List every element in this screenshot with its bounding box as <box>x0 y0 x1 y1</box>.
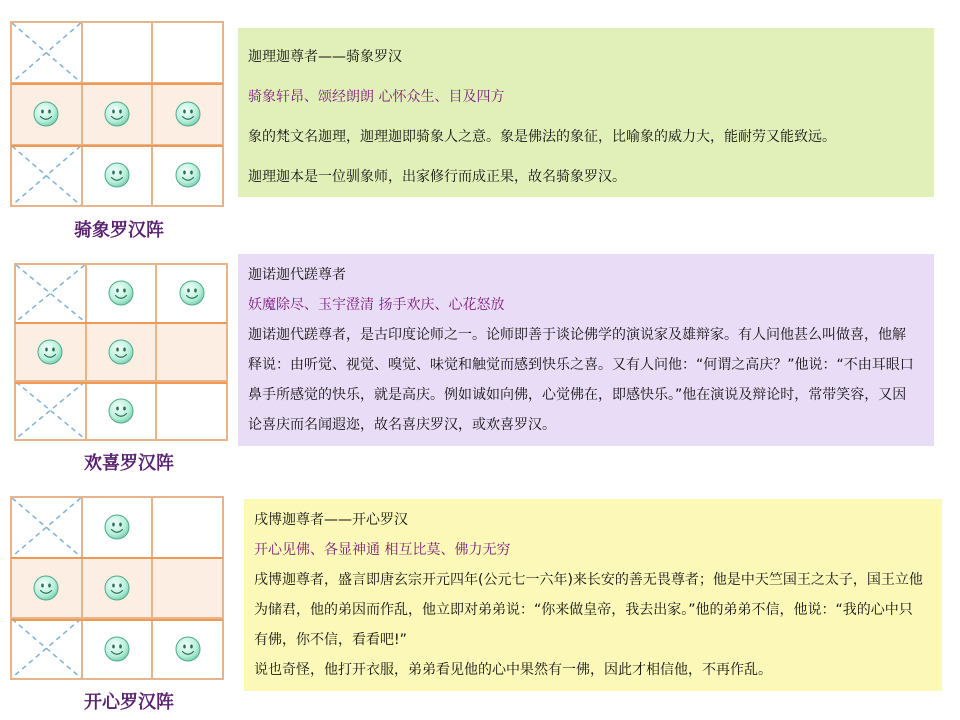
grid-cell <box>11 618 82 679</box>
grid-cell <box>82 145 153 206</box>
formation-caption: 开心罗汉阵 <box>84 692 174 713</box>
grid-cell <box>82 497 153 558</box>
smiley-icon <box>33 101 59 127</box>
grid-cell <box>156 264 227 323</box>
smiley-icon <box>179 280 205 306</box>
grid-cell <box>82 22 153 83</box>
row-divider <box>15 382 227 384</box>
grid-cell <box>86 381 157 440</box>
description-panel <box>238 28 934 197</box>
formation-grid <box>10 496 224 680</box>
smiley-icon <box>175 101 201 127</box>
arhat-title: 迦诺迦代蹉尊者 <box>248 267 346 283</box>
grid-cell <box>11 558 82 619</box>
formation-caption: 骑象罗汉阵 <box>74 220 164 241</box>
arhat-slogan: 骑象轩昂、颂经朗朗 心怀众生、目及四方 <box>248 89 505 105</box>
arhat-slogan: 妖魔除尽、玉宇澄清 扬手欢庆、心花怒放 <box>248 297 505 313</box>
smiley-icon <box>33 575 59 601</box>
row-divider <box>11 557 223 559</box>
description-paragraph: 迦理迦本是一位驯象师，出家修行而成正果，故名骑象罗汉。 <box>248 169 626 185</box>
description-paragraph: 戌博迦尊者，盛言即唐玄宗开元四年(公元七一六年)来长安的善无畏尊者；他是中天竺国王之太子，国王立他为储君，他的弟因而作乱，他立即对弟弟说：“你来做皇帝，我去出家。”他的弟弟不信，他说：“我的心中只有佛，你不信，看看吧!” <box>254 572 923 648</box>
description-paragraph: 迦诺迦代蹉尊者，是古印度论师之一。论师即善于谈论佛学的演说家及雄辩家。有人问他甚么叫做喜，他解释说：由听觉、视觉、嗅觉、味觉和触觉而感到快乐之喜。又有人问他：“何谓之高庆？”他说：“不由耳眼口鼻手所感觉的快乐，就是高庆。例如诚如向佛，心觉佛在，即感快乐。”他在演说及辩论时，常带笑容，又因论喜庆而名闻遐迩，故名喜庆罗汉，或欢喜罗汉。 <box>248 327 914 433</box>
description-panel <box>238 254 934 446</box>
smiley-icon <box>104 101 130 127</box>
smiley-icon <box>104 162 130 188</box>
empty-cross-mark <box>12 619 81 678</box>
grid-cell <box>152 497 223 558</box>
grid-cell <box>82 83 153 144</box>
grid-cell <box>15 264 86 323</box>
grid-cell <box>152 83 223 144</box>
grid-cell <box>152 558 223 619</box>
arhat-title: 戌博迦尊者——开心罗汉 <box>254 512 408 528</box>
smiley-icon <box>108 280 134 306</box>
grid-cell <box>15 323 86 382</box>
smiley-icon <box>37 339 63 365</box>
grid-cell <box>82 618 153 679</box>
grid-cell <box>156 323 227 382</box>
smiley-icon <box>104 514 130 540</box>
formation-caption: 欢喜罗汉阵 <box>84 453 174 474</box>
smiley-icon <box>104 636 130 662</box>
grid-cell <box>152 22 223 83</box>
smiley-icon <box>104 575 130 601</box>
row-divider <box>11 619 223 621</box>
grid-cell <box>152 145 223 206</box>
empty-cross-mark <box>12 498 81 557</box>
description-paragraph: 说也奇怪，他打开衣服，弟弟看见他的心中果然有一佛，因此才相信他，不再作乱。 <box>254 662 772 678</box>
formation-grid <box>14 263 228 441</box>
grid-cell <box>152 618 223 679</box>
row-divider <box>11 83 223 85</box>
grid-cell <box>86 264 157 323</box>
description-paragraph: 象的梵文名迦理，迦理迦即骑象人之意。象是佛法的象征，比喻象的威力大，能耐劳又能致远。 <box>248 129 836 145</box>
row-divider <box>11 145 223 147</box>
grid-cell <box>82 558 153 619</box>
grid-cell <box>156 381 227 440</box>
row-divider <box>15 322 227 324</box>
grid-cell <box>15 381 86 440</box>
smiley-icon <box>175 636 201 662</box>
grid-cell <box>11 22 82 83</box>
arhat-title: 迦理迦尊者——骑象罗汉 <box>248 49 402 65</box>
empty-cross-mark <box>16 382 85 439</box>
grid-cell <box>11 497 82 558</box>
smiley-icon <box>108 339 134 365</box>
smiley-icon <box>175 162 201 188</box>
formation-grid <box>10 21 224 207</box>
grid-cell <box>86 323 157 382</box>
grid-cell <box>11 83 82 144</box>
arhat-slogan: 开心见佛、各显神通 相互比莫、佛力无穷 <box>254 542 511 558</box>
smiley-icon <box>108 398 134 424</box>
description-panel <box>244 499 942 691</box>
empty-cross-mark <box>12 23 81 82</box>
grid-cell <box>11 145 82 206</box>
empty-cross-mark <box>16 265 85 322</box>
empty-cross-mark <box>12 146 81 205</box>
